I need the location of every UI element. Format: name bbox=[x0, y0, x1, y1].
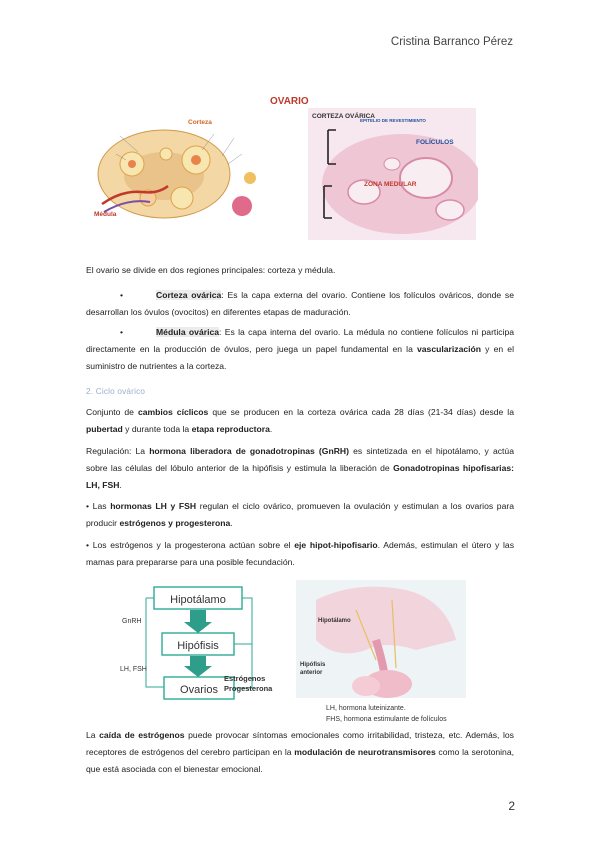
histology-photo bbox=[308, 108, 478, 240]
bullet-corteza-text: : Es la capa externa del ovario. Contiene los folículos ováricos, donde se desarrollan los óvulos (ovocitos) en diferentes etapas de maduración. bbox=[86, 290, 514, 317]
bullet-corteza bbox=[86, 287, 514, 321]
section-heading: 2. Ciclo ovárico bbox=[86, 387, 146, 396]
estrogenos-paragraph: • Los estrógenos y la progesterona actúan sobre el eje hipot-hipofisario. Además, estimulan el útero y las mamas para prepararse para una posible fecundación. bbox=[86, 540, 514, 567]
hipotalamo-box: Hipotálamo bbox=[170, 594, 226, 606]
caption-fhs: FHS, hormona estimulante de folículos bbox=[326, 716, 447, 723]
hipotalamo-label: Hipotálamo bbox=[318, 618, 351, 624]
hipofisis-box: Hipófisis bbox=[177, 640, 219, 652]
ciclo-definition: Conjunto de cambios cíclicos que se producen en la corteza ovárica cada 28 días (21-34 días) desde la pubertad y durante toda la etapa reproductora. bbox=[86, 407, 515, 434]
estrogenos-label: Estrógenos bbox=[224, 674, 266, 683]
anterior-label: anterior bbox=[300, 670, 323, 676]
hormone-flow-diagram bbox=[120, 583, 290, 713]
ovarios-box: Ovarios bbox=[180, 684, 218, 696]
term-corteza: Corteza ovárica bbox=[156, 290, 222, 300]
bullet-marker: • bbox=[120, 327, 124, 337]
bullet-medula-text: : Es la capa interna del ovario. La médula no contiene folículos ni participa directamente en la producción de óvulos, pero juega un papel fundamental en la bbox=[86, 327, 514, 354]
hipofisis-label: Hipófisis bbox=[300, 662, 326, 668]
regulacion-paragraph: Regulación: La hormona liberadora de gonadotropinas (GnRH) es sintetizada en el hipotálamo, y actúa sobre las células del lóbulo anterior de la hipófisis y estimula la liberación de Gonadotropinas hipofisarias: LH, FSH. bbox=[86, 446, 514, 490]
caida-estrogenos-paragraph: La caída de estrógenos puede provocar síntomas emocionales como irritabilidad, tristeza, etc. Además, los receptores de estrógenos del cerebro participan en la modulación de neurotransmisores como la serotonina, que está asociada con el bienestar emocional. bbox=[86, 730, 515, 774]
gnrh-label: GnRH bbox=[122, 618, 142, 625]
bullet-medula bbox=[86, 324, 514, 375]
lhfsh-label: LH, FSH bbox=[120, 666, 147, 673]
progesterona-label: Progesterona bbox=[224, 684, 273, 693]
author-name: Cristina Barranco Pérez bbox=[390, 36, 513, 48]
foliculos-label: FOLÍCULOS bbox=[416, 139, 454, 146]
corteza-label: Corteza bbox=[188, 119, 212, 126]
bullet-medula-tail: y en el suministro de nutrientes a la corteza. bbox=[86, 344, 514, 371]
term-medula: Médula ovárica bbox=[156, 327, 220, 337]
intro-paragraph: El ovario se divide en dos regiones principales: corteza y médula. bbox=[86, 265, 336, 275]
ovary-figure bbox=[92, 94, 478, 242]
medula-label: Médula bbox=[94, 211, 117, 218]
epitelio-label: EPITELIO DE REVESTIMIENTO bbox=[360, 118, 426, 123]
pituitary-illustration bbox=[296, 580, 466, 728]
page-number: 2 bbox=[508, 799, 515, 813]
lh-fsh-paragraph: • Las hormonas LH y FSH regulan el ciclo ovárico, promueven la ovulación y estimulan a los ovarios para producir estrógenos y progesterona. bbox=[86, 501, 515, 528]
zona-medular-label: ZONA MEDULAR bbox=[364, 181, 417, 188]
vascularizacion-term: vascularización bbox=[417, 344, 482, 354]
caption-lh: LH, hormona luteinizante. bbox=[326, 705, 406, 712]
ovary-title: OVARIO bbox=[270, 96, 309, 107]
bullet-marker: • bbox=[120, 290, 124, 300]
corteza-ovarica-label: CORTEZA OVÁRICA bbox=[312, 113, 375, 120]
